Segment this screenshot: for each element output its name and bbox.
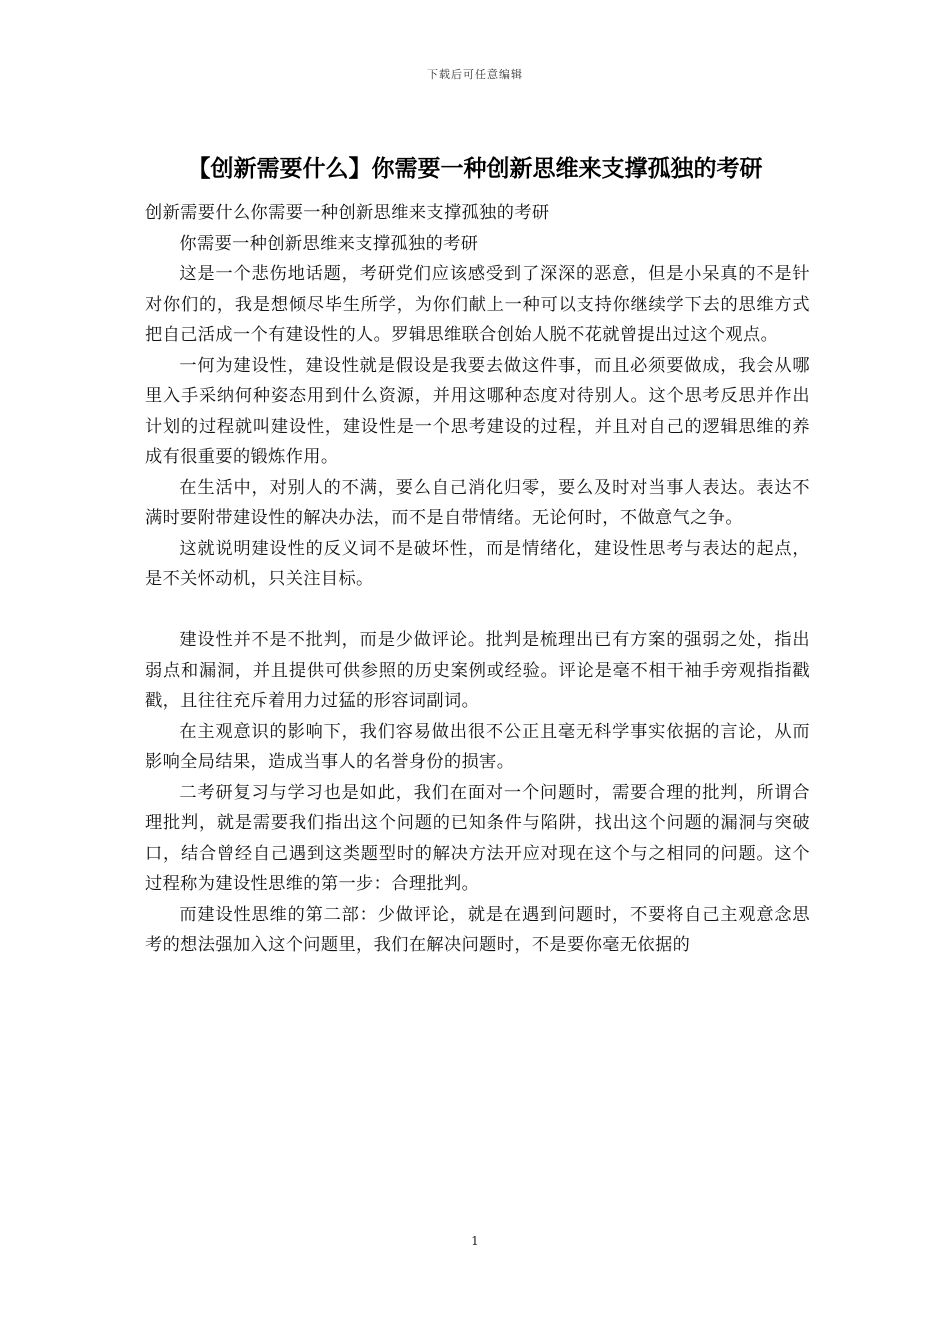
body-paragraph: 在主观意识的影响下，我们容易做出很不公正且毫无科学事实依据的言论，从而影响全局结果，造成当事人的名誉身份的损害。 — [145, 721, 810, 772]
body-paragraph: 你需要一种创新思维来支撑孤独的考研 — [179, 233, 479, 254]
document-title: 【创新需要什么】你需要一种创新思维来支撑孤独的考研 — [187, 155, 763, 182]
page-number: 1 — [471, 1234, 479, 1248]
body-paragraph: 这是一个悲伤地话题，考研党们应该感受到了深深的恶意，但是小呆真的不是针对你们的，我是想倾尽毕生所学，为你们献上一种可以支持你继续学下去的思维方式把自己活成一个有建设性的人。罗辑思维联合创始人脱不花就曾提出过这个观点。 — [145, 264, 810, 345]
body-paragraph: 二考研复习与学习也是如此，我们在面对一个问题时，需要合理的批判，所谓合理批判，就是需要我们指出这个问题的已知条件与陷阱，找出这个问题的漏洞与突破口，结合曾经自己遇到这类题型时的解决方法开应对现在这个与之相同的问题。这个过程称为建设性思维的第一步：合理批判。 — [145, 782, 810, 894]
body-paragraph: 这就说明建设性的反义词不是破坏性，而是情绪化，建设性思考与表达的起点，是不关怀动机，只关注目标。 — [145, 538, 810, 589]
subtitle-paragraph: 创新需要什么你需要一种创新思维来支撑孤独的考研 — [145, 203, 550, 223]
body-paragraph: 建设性并不是不批判，而是少做评论。批判是梳理出已有方案的强弱之处，指出弱点和漏洞，并且提供可供参照的历史案例或经验。评论是毫不相干袖手旁观指指戳戳，且往往充斥着用力过猛的形容词副词。 — [145, 630, 810, 711]
body-paragraph: 一何为建设性，建设性就是假设是我要去做这件事，而且必须要做成，我会从哪里入手采纳何种姿态用到什么资源，并用这哪种态度对待别人。这个思考反思并作出计划的过程就叫建设性，建设性是一个思考建设的过程，并且对自己的逻辑思维的养成有很重要的锻炼作用。 — [145, 355, 810, 467]
body-paragraph: 在生活中，对别人的不满，要么自己消化归零，要么及时对当事人表达。表达不满时要附带建设性的解决办法，而不是自带情绪。无论何时，不做意气之争。 — [145, 477, 810, 528]
document-body — [145, 198, 810, 961]
header-note: 下载后可任意编辑 — [427, 68, 523, 81]
paragraph-spacer — [145, 595, 810, 626]
body-paragraph: 而建设性思维的第二部：少做评论，就是在遇到问题时，不要将自己主观意念思考的想法强加入这个问题里，我们在解决问题时，不是要你毫无依据的 — [145, 904, 810, 955]
